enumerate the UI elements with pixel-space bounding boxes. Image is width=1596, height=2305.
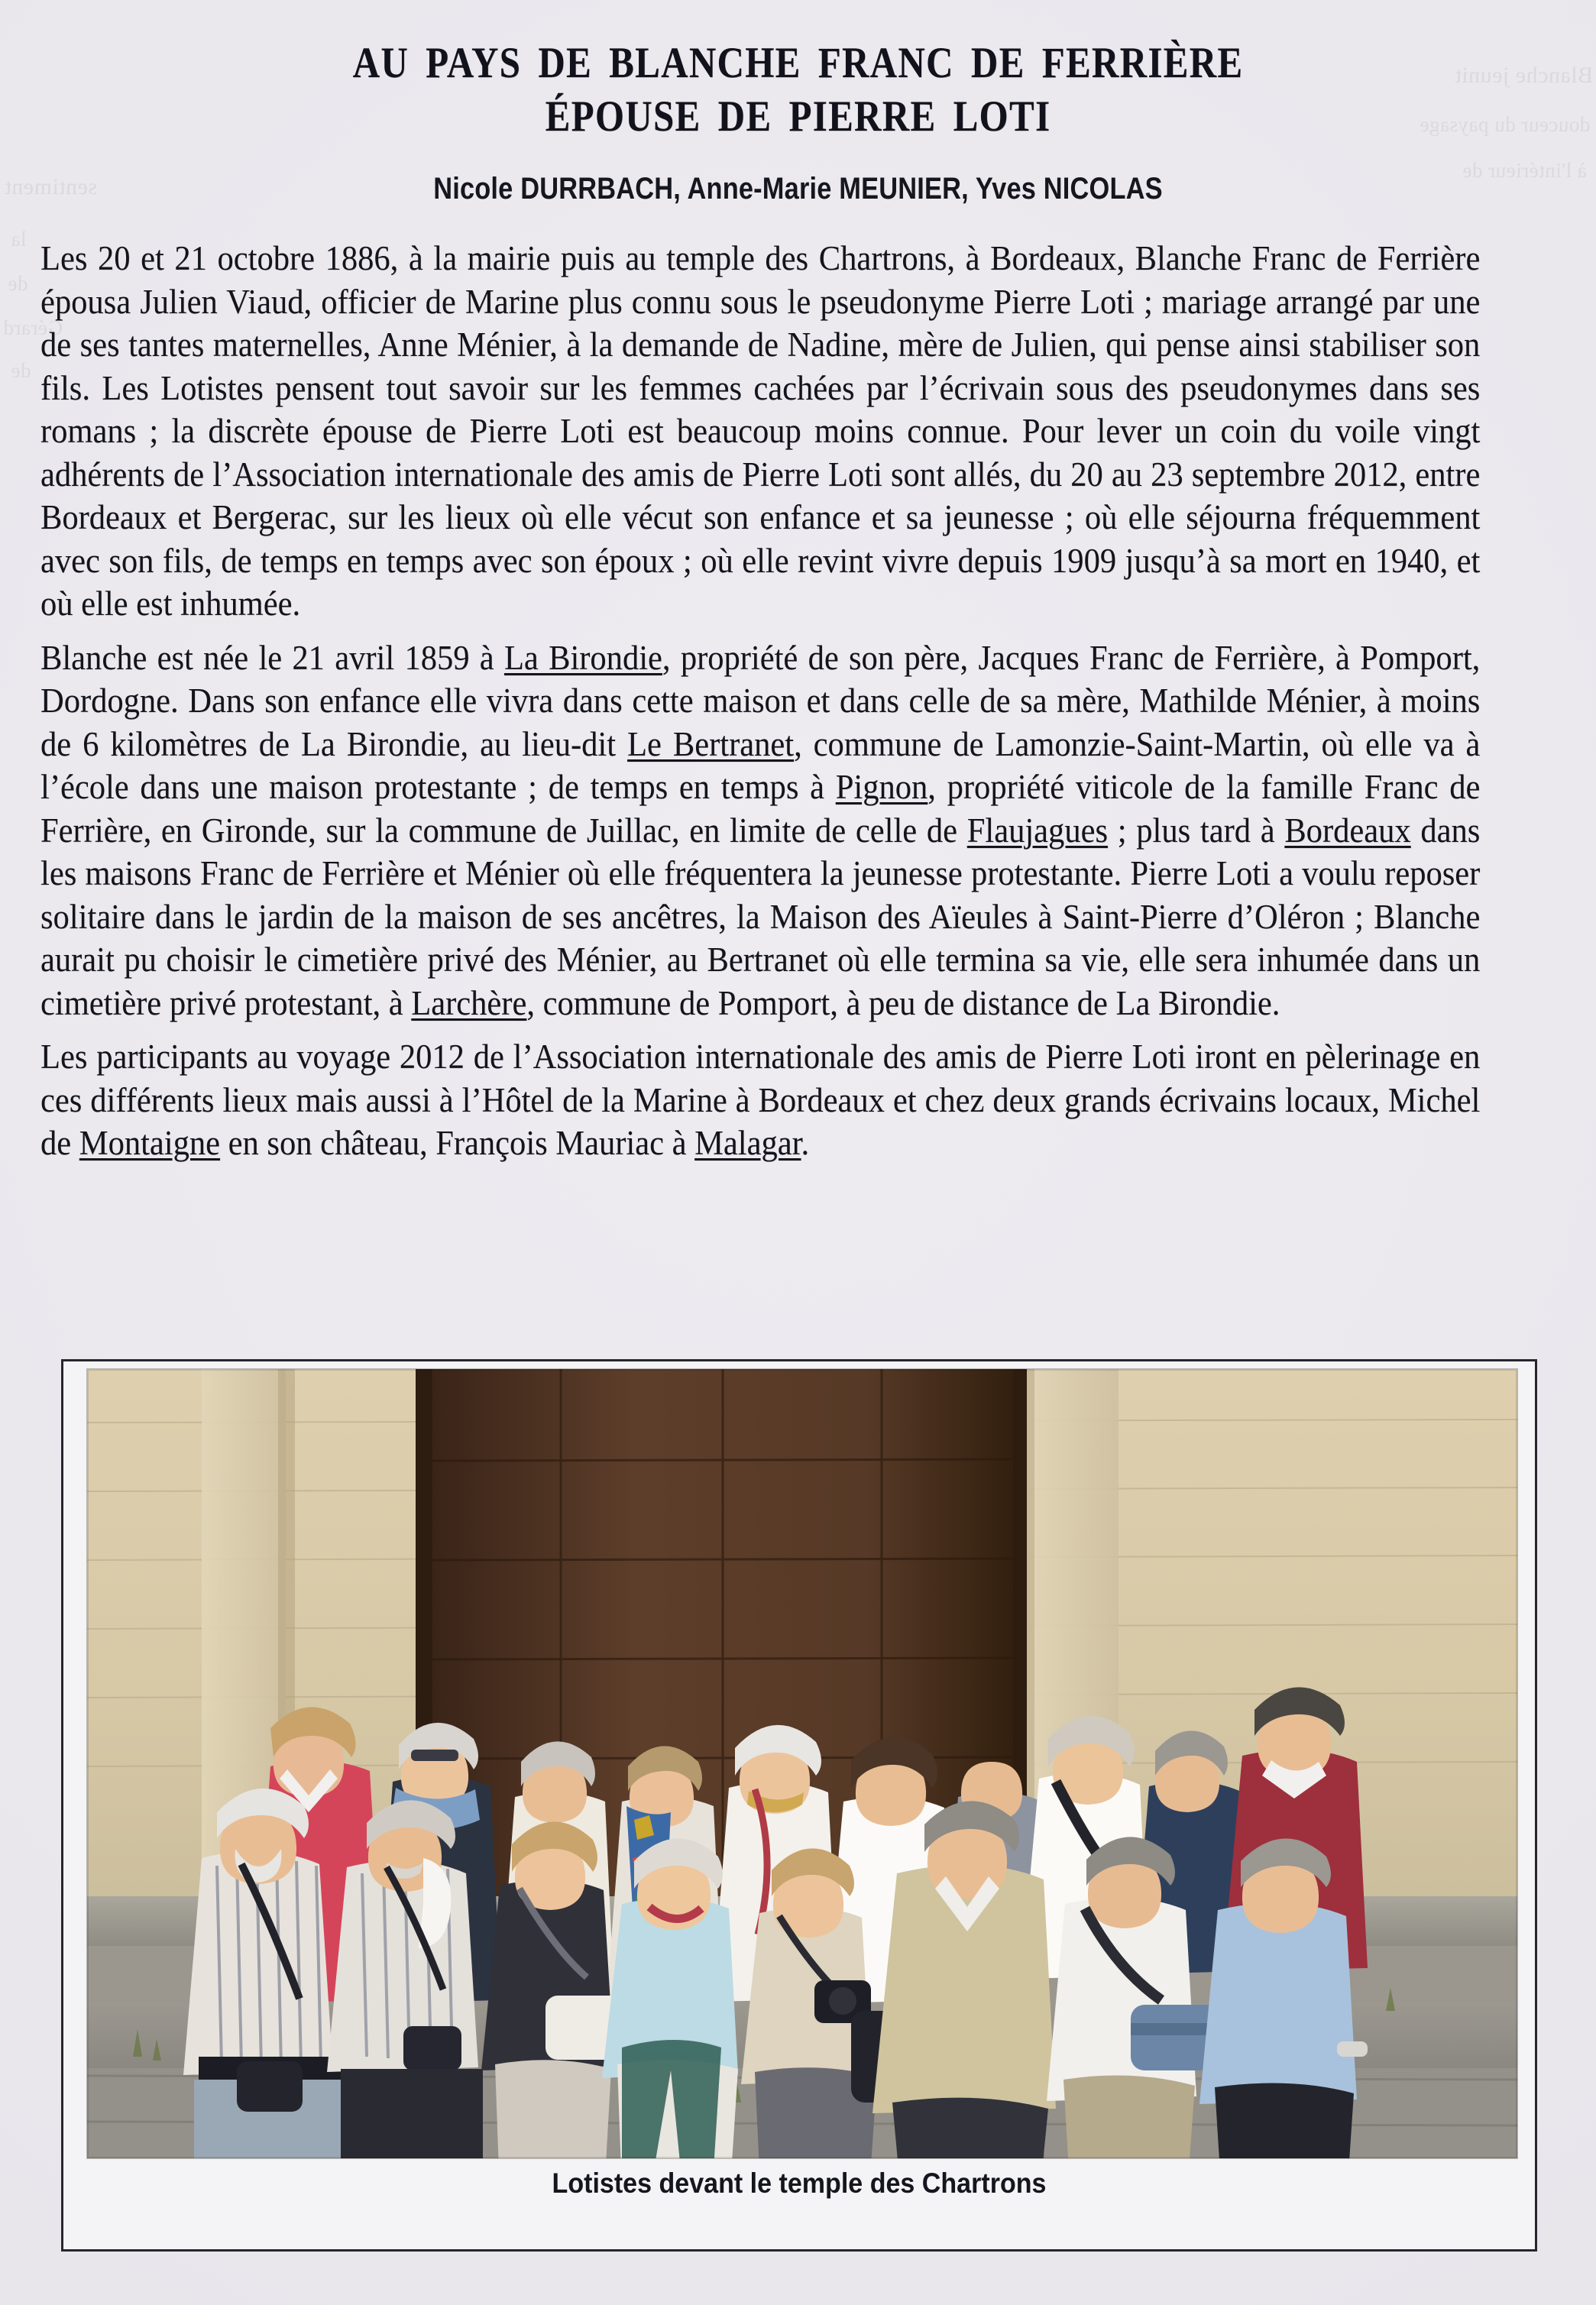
text-run: Les participants au voyage 2012 de l’Association internationale des amis de Pierre Loti iront en pèlerinage en ces différents lieux mais aussi à l’Hôtel de la Marine à Bordeaux et chez deux grands écrivains locaux, Michel de xyxy=(40,1038,1480,1163)
place-link-larchere[interactable]: Larchère xyxy=(410,983,526,1022)
text-run: , propriété de son père, Jacques Franc de Ferrière, à Pomport, Dordogne. Dans son enfance elle vivra dans cette maison et dans celle de sa mère, Mathilde Ménier, à moins de 6 kilomètres de La Birondie, au lieu-dit xyxy=(40,638,1480,763)
bleed-through-text: à l'intérieur de xyxy=(1462,159,1587,182)
place-link-pignon[interactable]: Pignon xyxy=(835,768,927,807)
place-link-malagar[interactable]: Malagar xyxy=(694,1124,801,1163)
paragraph-3 xyxy=(40,1035,1480,1165)
place-link-le-bertranet[interactable]: Le Bertranet xyxy=(626,724,794,763)
group-photograph xyxy=(87,1369,1517,2158)
figure-frame xyxy=(61,1359,1537,2252)
text-run: . xyxy=(800,1124,809,1163)
article-body xyxy=(33,237,1564,1165)
figure-caption: Lotistes devant le temple des Chartrons xyxy=(552,2167,1047,2199)
paragraph-1: Les 20 et 21 octobre 1886, à la mairie puis au temple des Chartrons, à Bordeaux, Blanche Franc de Ferrière épousa Julien Viaud, officier de Marine plus connu sous le pseudonyme Pierre Loti ; mariage arrangé par une de ses tantes maternelles, Anne Ménier, à la demande de Nadine, mère de Julien, qui pense ainsi stabiliser son fils. Les Lotistes pensent tout savoir sur les femmes cachées par l’écrivain sous des pseudonymes dans ses romans ; la discrète épouse de Pierre Loti est beaucoup moins connue. Pour lever un coin du voile vingt adhérents de l’Association internationale des amis de Pierre Loti sont allés, du 20 au 23 septembre 2012, entre Bordeaux et Bergerac, sur les lieux où elle vécut son enfance et sa jeunesse ; où elle séjourna fréquemment avec son fils, de temps en temps avec son époux ; où elle revint vivre depuis 1909 jusqu’à sa mort en 1940, et où elle est inhumée. xyxy=(40,239,1480,623)
place-link-montaigne[interactable]: Montaigne xyxy=(79,1124,220,1163)
text-run: en son château, François Mauriac à xyxy=(219,1124,694,1163)
author-byline: Nicole DURRBACH, Anne-Marie MEUNIER, Yves NICOLAS xyxy=(433,172,1163,206)
text-run: , commune de Pomport, à peu de distance de La Birondie. xyxy=(526,983,1280,1022)
bleed-through-text: de xyxy=(8,272,28,295)
text-run: , propriété viticole de la famille Franc de Ferrière, en Gironde, sur la commune de Juillac, en limite de celle de xyxy=(40,768,1480,850)
bleed-through-text: sentiment xyxy=(5,174,98,199)
paragraph-2 xyxy=(40,636,1480,1025)
text-run: ; plus tard à xyxy=(1107,811,1284,850)
place-link-bordeaux[interactable]: Bordeaux xyxy=(1284,811,1411,850)
page-title xyxy=(112,29,1484,140)
title-line-2: ÉPOUSE DE PIERRE LOTI xyxy=(545,92,1051,141)
bleed-through-text: Blanche jeunit xyxy=(1454,63,1593,88)
title-line-1: AU PAYS DE BLANCHE FRANC DE FERRIÈRE xyxy=(352,39,1244,88)
text-run: dans les maisons Franc de Ferrière et Ménier où elle fréquentera la jeunesse protestante. Pierre Loti a voulu reposer solitaire dans le jardin de la maison de ses ancêtres, la Maison des Aïeules à Saint-Pierre d’Oléron ; Blanche aurait pu choisir le cimetière privé des Ménier, au Bertranet où elle termina sa vie, elle sera inhumée dans un cimetière privé protestant, à xyxy=(40,811,1480,1022)
bleed-through-text: douceur du paysage xyxy=(1419,113,1590,136)
bleed-through-text: Gérard xyxy=(3,316,63,339)
text-run: Blanche est née le 21 avril 1859 à xyxy=(40,638,504,677)
photo-illustration xyxy=(87,1369,1517,2158)
bleed-through-text: la xyxy=(11,228,27,251)
place-link-la-birondie[interactable]: La Birondie xyxy=(503,638,662,677)
bleed-through-text: de xyxy=(11,359,31,382)
place-link-flaujagues[interactable]: Flaujagues xyxy=(966,811,1108,850)
text-run: , commune de Lamonzie-Saint-Martin, où elle va à l’école dans une maison protestante ; de temps en temps à xyxy=(40,724,1480,807)
